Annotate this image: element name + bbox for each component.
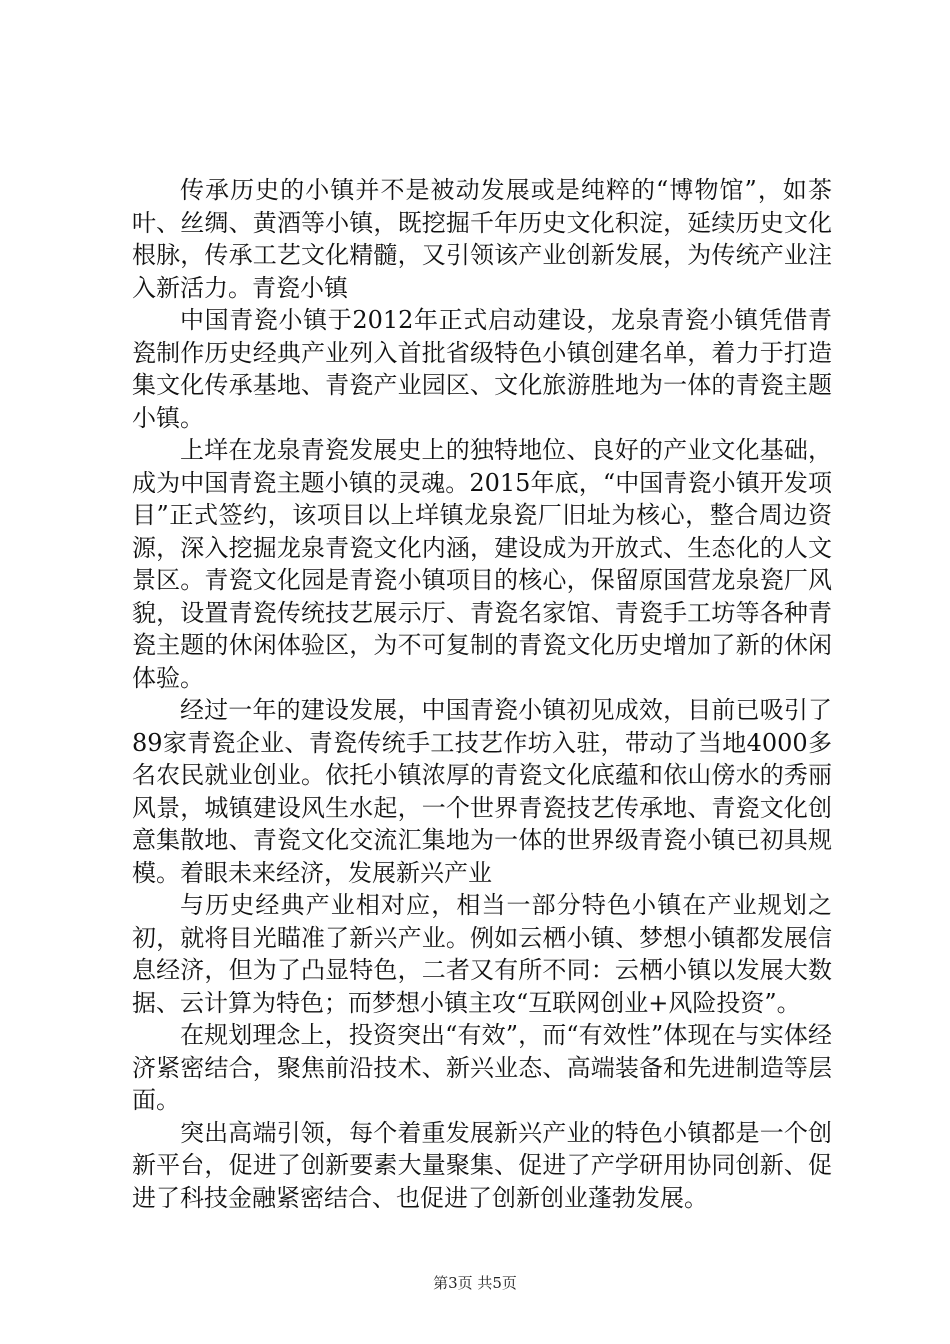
paragraph: 与历史经典产业相对应，相当一部分特色小镇在产业规划之初，就将目光瞄准了新兴产业。例如云栖小镇、梦想小镇都发展信息经济，但为了凸显特色，二者又有所不同：云栖小镇以发展大数据、云计算为特色；而梦想小镇主攻“互联网创业+风险投资”。 [132, 891, 832, 1017]
paragraph: 传承历史的小镇并不是被动发展或是纯粹的“博物馆”，如茶叶、丝绸、黄酒等小镇，既挖掘千年历史文化积淀，延续历史文化根脉，传承工艺文化精髓，又引领该产业创新发展，为传统产业注入新活力。青瓷小镇 [132, 176, 832, 302]
paragraph: 经过一年的建设发展，中国青瓷小镇初见成效，目前已吸引了89家青瓷企业、青瓷传统手工技艺作坊入驻，带动了当地4000多名农民就业创业。依托小镇浓厚的青瓷文化底蕴和依山傍水的秀丽风景，城镇建设风生水起，一个世界青瓷技艺传承地、青瓷文化创意集散地、青瓷文化交流汇集地为一体的世界级青瓷小镇已初具规模。着眼未来经济，发展新兴产业 [132, 696, 832, 887]
paragraph: 突出高端引领，每个着重发展新兴产业的特色小镇都是一个创新平台，促进了创新要素大量聚集、促进了产学研用协同创新、促进了科技金融紧密结合、也促进了创新创业蓬勃发展。 [132, 1118, 832, 1212]
paragraph: 在规划理念上，投资突出“有效”，而“有效性”体现在与实体经济紧密结合，聚焦前沿技术、新兴业态、高端装备和先进制造等层面。 [132, 1021, 832, 1114]
page-number-footer: 第3页 共5页 [433, 1274, 517, 1292]
paragraph: 中国青瓷小镇于2012年正式启动建设，龙泉青瓷小镇凭借青瓷制作历史经典产业列入首批省级特色小镇创建名单，着力于打造集文化传承基地、青瓷产业园区、文化旅游胜地为一体的青瓷主题小镇。 [132, 306, 832, 432]
paragraph: 上垟在龙泉青瓷发展史上的独特地位、良好的产业文化基础，成为中国青瓷主题小镇的灵魂。2015年底，“中国青瓷小镇开发项目”正式签约，该项目以上垟镇龙泉瓷厂旧址为核心，整合周边资源，深入挖掘龙泉青瓷文化内涵，建设成为开放式、生态化的人文景区。青瓷文化园是青瓷小镇项目的核心，保留原国营龙泉瓷厂风貌，设置青瓷传统技艺展示厅、青瓷名家馆、青瓷手工坊等各种青瓷主题的休闲体验区，为不可复制的青瓷文化历史增加了新的休闲体验。 [132, 436, 832, 692]
document-body [132, 174, 832, 1214]
